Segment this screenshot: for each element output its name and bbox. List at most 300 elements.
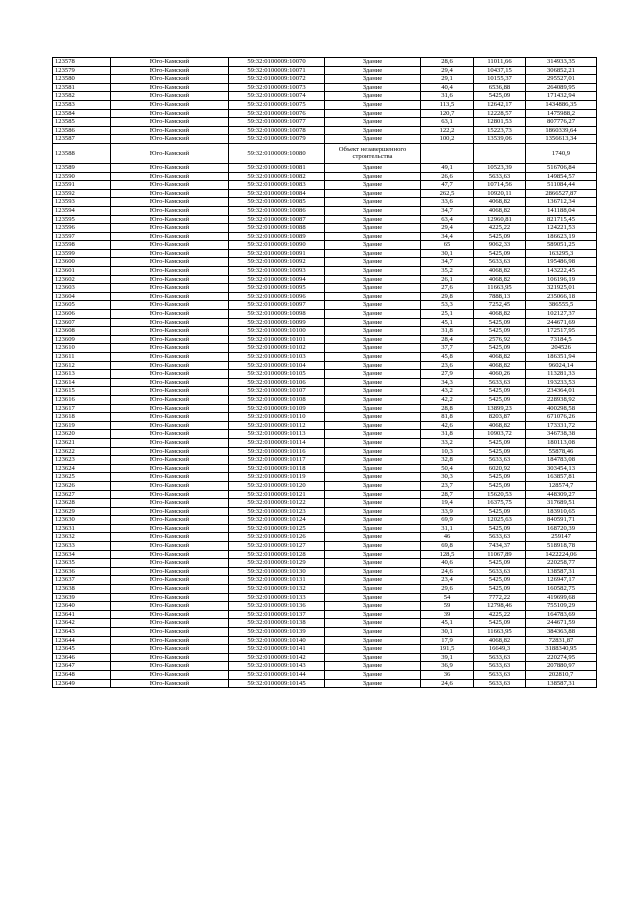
cadastral-number-cell: 59:32:0100009:10107 (229, 387, 325, 396)
object-type-cell: Здание (325, 118, 421, 127)
cadastral-value-cell: 314933,35 (526, 58, 597, 67)
row-number-cell: 123626 (53, 481, 111, 490)
table-row (53, 267, 597, 276)
object-type-cell: Здание (325, 335, 421, 344)
cadastral-value-cell: 124221,53 (526, 224, 597, 233)
row-number-cell: 123642 (53, 619, 111, 628)
row-number-cell: 123616 (53, 395, 111, 404)
area-cell: 37,7 (421, 344, 474, 353)
area-cell: 28,8 (421, 404, 474, 413)
district-cell: Юго-Камский (111, 172, 229, 181)
specific-value-cell: 4068,82 (474, 361, 526, 370)
row-number-cell: 123611 (53, 353, 111, 362)
row-number-cell: 123609 (53, 335, 111, 344)
area-cell: 31,8 (421, 430, 474, 439)
object-type-cell: Здание (325, 413, 421, 422)
specific-value-cell: 4068,82 (474, 636, 526, 645)
object-type-cell: Здание (325, 66, 421, 75)
object-type-cell: Здание (325, 619, 421, 628)
table-row (53, 181, 597, 190)
district-cell: Юго-Камский (111, 490, 229, 499)
cadastral-value-cell: 207880,97 (526, 662, 597, 671)
cadastral-number-cell: 59:32:0100009:10116 (229, 447, 325, 456)
object-type-cell: Здание (325, 258, 421, 267)
area-cell: 33,2 (421, 438, 474, 447)
row-number-cell: 123629 (53, 507, 111, 516)
cadastral-number-cell: 59:32:0100009:10144 (229, 670, 325, 679)
row-number-cell: 123607 (53, 318, 111, 327)
cadastral-number-cell: 59:32:0100009:10092 (229, 258, 325, 267)
specific-value-cell: 7252,45 (474, 301, 526, 310)
specific-value-cell: 5425,09 (474, 395, 526, 404)
cadastral-number-cell: 59:32:0100009:10127 (229, 542, 325, 551)
district-cell: Юго-Камский (111, 118, 229, 127)
specific-value-cell: 5425,09 (474, 481, 526, 490)
cadastral-number-cell: 59:32:0100009:10097 (229, 301, 325, 310)
cadastral-number-cell: 59:32:0100009:10143 (229, 662, 325, 671)
object-type-cell: Здание (325, 189, 421, 198)
specific-value-cell: 7888,13 (474, 292, 526, 301)
table-row (53, 679, 597, 688)
specific-value-cell: 12801,53 (474, 118, 526, 127)
area-cell: 63,4 (421, 215, 474, 224)
area-cell: 29,1 (421, 75, 474, 84)
row-number-cell: 123585 (53, 118, 111, 127)
row-number-cell: 123621 (53, 438, 111, 447)
table-row (53, 370, 597, 379)
object-type-cell: Здание (325, 507, 421, 516)
cadastral-value-cell: 106196,19 (526, 275, 597, 284)
cadastral-value-cell: 295527,01 (526, 75, 597, 84)
district-cell: Юго-Камский (111, 662, 229, 671)
specific-value-cell: 16649,3 (474, 645, 526, 654)
area-cell: 65 (421, 241, 474, 250)
district-cell: Юго-Камский (111, 645, 229, 654)
table-row (53, 559, 597, 568)
cadastral-number-cell: 59:32:0100009:10095 (229, 284, 325, 293)
specific-value-cell: 7772,22 (474, 593, 526, 602)
object-type-cell: Здание (325, 670, 421, 679)
cadastral-number-cell: 59:32:0100009:10133 (229, 593, 325, 602)
district-cell: Юго-Камский (111, 473, 229, 482)
object-type-cell: Здание (325, 438, 421, 447)
object-type-cell: Здание (325, 163, 421, 172)
area-cell: 69,8 (421, 542, 474, 551)
table-row (53, 249, 597, 258)
row-number-cell: 123614 (53, 378, 111, 387)
table-row (53, 92, 597, 101)
object-type-cell: Здание (325, 181, 421, 190)
cadastral-value-cell: 419699,68 (526, 593, 597, 602)
object-type-cell: Здание (325, 92, 421, 101)
district-cell: Юго-Камский (111, 585, 229, 594)
table-row (53, 542, 597, 551)
district-cell: Юго-Камский (111, 249, 229, 258)
cadastral-value-cell: 160582,75 (526, 585, 597, 594)
object-type-cell: Здание (325, 387, 421, 396)
area-cell: 10,3 (421, 447, 474, 456)
cadastral-number-cell: 59:32:0100009:10108 (229, 395, 325, 404)
row-number-cell: 123613 (53, 370, 111, 379)
object-type-cell: Здание (325, 215, 421, 224)
area-cell: 45,8 (421, 353, 474, 362)
cadastral-value-cell: 168720,39 (526, 524, 597, 533)
cadastral-number-cell: 59:32:0100009:10099 (229, 318, 325, 327)
cadastral-number-cell: 59:32:0100009:10091 (229, 249, 325, 258)
area-cell: 36,9 (421, 662, 474, 671)
specific-value-cell: 4225,22 (474, 224, 526, 233)
row-number-cell: 123644 (53, 636, 111, 645)
area-cell: 54 (421, 593, 474, 602)
row-number-cell: 123608 (53, 327, 111, 336)
district-cell: Юго-Камский (111, 610, 229, 619)
object-type-cell: Здание (325, 636, 421, 645)
object-type-cell: Здание (325, 499, 421, 508)
area-cell: 26,6 (421, 172, 474, 181)
table-row (53, 292, 597, 301)
district-cell: Юго-Камский (111, 232, 229, 241)
area-cell: 29,4 (421, 66, 474, 75)
cadastral-value-cell: 136712,34 (526, 198, 597, 207)
specific-value-cell: 12798,46 (474, 602, 526, 611)
cadastral-number-cell: 59:32:0100009:10140 (229, 636, 325, 645)
specific-value-cell: 5633,63 (474, 567, 526, 576)
district-cell: Юго-Камский (111, 670, 229, 679)
row-number-cell: 123637 (53, 576, 111, 585)
cadastral-value-cell: 2866527,87 (526, 189, 597, 198)
cadastral-value-cell: 1356613,34 (526, 135, 597, 144)
object-type-cell: Здание (325, 447, 421, 456)
cadastral-number-cell: 59:32:0100009:10109 (229, 404, 325, 413)
cadastral-number-cell: 59:32:0100009:10075 (229, 100, 325, 109)
object-type-cell: Здание (325, 292, 421, 301)
table-row (53, 189, 597, 198)
cadastral-value-cell: 1434886,35 (526, 100, 597, 109)
area-cell: 262,5 (421, 189, 474, 198)
district-cell: Юго-Камский (111, 292, 229, 301)
row-number-cell: 123583 (53, 100, 111, 109)
area-cell: 29,4 (421, 224, 474, 233)
district-cell: Юго-Камский (111, 143, 229, 163)
table-row (53, 670, 597, 679)
row-number-cell: 123625 (53, 473, 111, 482)
district-cell: Юго-Камский (111, 370, 229, 379)
cadastral-value-cell: 138587,31 (526, 567, 597, 576)
object-type-cell: Здание (325, 567, 421, 576)
district-cell: Юго-Камский (111, 83, 229, 92)
cadastral-number-cell: 59:32:0100009:10131 (229, 576, 325, 585)
row-number-cell: 123589 (53, 163, 111, 172)
area-cell: 122,2 (421, 126, 474, 135)
row-number-cell: 123603 (53, 284, 111, 293)
table-row (53, 126, 597, 135)
table-row (53, 361, 597, 370)
table-row (53, 310, 597, 319)
cadastral-number-cell: 59:32:0100009:10071 (229, 66, 325, 75)
cadastral-number-cell: 59:32:0100009:10070 (229, 58, 325, 67)
area-cell: 53,3 (421, 301, 474, 310)
row-number-cell: 123645 (53, 645, 111, 654)
specific-value-cell: 5425,09 (474, 447, 526, 456)
row-number-cell: 123649 (53, 679, 111, 688)
object-type-cell: Здание (325, 232, 421, 241)
district-cell: Юго-Камский (111, 507, 229, 516)
specific-value-cell: 10523,39 (474, 163, 526, 172)
cadastral-value-cell: 96024,14 (526, 361, 597, 370)
row-number-cell: 123588 (53, 143, 111, 163)
row-number-cell: 123619 (53, 421, 111, 430)
row-number-cell: 123581 (53, 83, 111, 92)
cadastral-number-cell: 59:32:0100009:10142 (229, 653, 325, 662)
district-cell: Юго-Камский (111, 524, 229, 533)
area-cell: 30,3 (421, 473, 474, 482)
area-cell: 45,1 (421, 619, 474, 628)
specific-value-cell: 4068,82 (474, 275, 526, 284)
cadastral-value-table (52, 57, 596, 688)
area-cell: 30,1 (421, 628, 474, 637)
table-row (53, 524, 597, 533)
specific-value-cell: 12228,57 (474, 109, 526, 118)
row-number-cell: 123592 (53, 189, 111, 198)
row-number-cell: 123640 (53, 602, 111, 611)
area-cell: 24,6 (421, 679, 474, 688)
object-type-cell: Здание (325, 198, 421, 207)
cadastral-value-cell: 244671,69 (526, 318, 597, 327)
cadastral-value-cell: 400298,58 (526, 404, 597, 413)
table-row (53, 378, 597, 387)
table-row (53, 490, 597, 499)
table-row (53, 215, 597, 224)
cadastral-number-cell: 59:32:0100009:10089 (229, 232, 325, 241)
object-type-cell: Здание (325, 662, 421, 671)
cadastral-value-cell: 228938,92 (526, 395, 597, 404)
cadastral-value-cell: 511084,44 (526, 181, 597, 190)
area-cell: 31,8 (421, 327, 474, 336)
cadastral-number-cell: 59:32:0100009:10096 (229, 292, 325, 301)
area-cell: 42,6 (421, 421, 474, 430)
specific-value-cell: 13539,06 (474, 135, 526, 144)
cadastral-value-cell: 126947,17 (526, 576, 597, 585)
row-number-cell: 123600 (53, 258, 111, 267)
cadastral-number-cell: 59:32:0100009:10120 (229, 481, 325, 490)
table-row (53, 456, 597, 465)
specific-value-cell: 12642,17 (474, 100, 526, 109)
area-cell: 34,7 (421, 206, 474, 215)
district-cell: Юго-Камский (111, 533, 229, 542)
cadastral-value-cell: 1860339,64 (526, 126, 597, 135)
specific-value-cell: 5425,09 (474, 559, 526, 568)
row-number-cell: 123584 (53, 109, 111, 118)
specific-value-cell: 6536,88 (474, 83, 526, 92)
row-number-cell: 123587 (53, 135, 111, 144)
object-type-cell: Здание (325, 593, 421, 602)
object-type-cell: Здание (325, 301, 421, 310)
table-row (53, 499, 597, 508)
object-type-cell: Здание (325, 361, 421, 370)
cadastral-number-cell: 59:32:0100009:10082 (229, 172, 325, 181)
cadastral-number-cell: 59:32:0100009:10130 (229, 567, 325, 576)
cadastral-number-cell: 59:32:0100009:10077 (229, 118, 325, 127)
specific-value-cell: 5633,63 (474, 258, 526, 267)
cadastral-value-cell: 346738,38 (526, 430, 597, 439)
area-cell: 17,9 (421, 636, 474, 645)
area-cell: 28,6 (421, 58, 474, 67)
object-type-cell: Здание (325, 464, 421, 473)
district-cell: Юго-Камский (111, 499, 229, 508)
area-cell: 24,6 (421, 567, 474, 576)
table-row (53, 66, 597, 75)
cadastral-value-cell: 234364,01 (526, 387, 597, 396)
cadastral-value-cell: 244671,59 (526, 619, 597, 628)
specific-value-cell: 5425,09 (474, 232, 526, 241)
row-number-cell: 123617 (53, 404, 111, 413)
cadastral-number-cell: 59:32:0100009:10124 (229, 516, 325, 525)
object-type-cell: Здание (325, 473, 421, 482)
cadastral-number-cell: 59:32:0100009:10094 (229, 275, 325, 284)
cadastral-number-cell: 59:32:0100009:10072 (229, 75, 325, 84)
table-row (53, 636, 597, 645)
table-row (53, 353, 597, 362)
object-type-cell: Здание (325, 75, 421, 84)
area-cell: 63,1 (421, 118, 474, 127)
table-row (53, 662, 597, 671)
specific-value-cell: 4068,82 (474, 198, 526, 207)
row-number-cell: 123593 (53, 198, 111, 207)
cadastral-number-cell: 59:32:0100009:10141 (229, 645, 325, 654)
table-row (53, 327, 597, 336)
cadastral-number-cell: 59:32:0100009:10145 (229, 679, 325, 688)
specific-value-cell: 15223,73 (474, 126, 526, 135)
district-cell: Юго-Камский (111, 206, 229, 215)
row-number-cell: 123610 (53, 344, 111, 353)
area-cell: 40,6 (421, 559, 474, 568)
specific-value-cell: 5425,09 (474, 438, 526, 447)
object-type-cell: Здание (325, 490, 421, 499)
table-row (53, 628, 597, 637)
district-cell: Юго-Камский (111, 361, 229, 370)
object-type-cell: Здание (325, 430, 421, 439)
area-cell: 34,4 (421, 232, 474, 241)
district-cell: Юго-Камский (111, 275, 229, 284)
specific-value-cell: 2576,92 (474, 335, 526, 344)
cadastral-number-cell: 59:32:0100009:10078 (229, 126, 325, 135)
cadastral-value-cell: 186351,94 (526, 353, 597, 362)
object-type-cell: Здание (325, 550, 421, 559)
object-type-cell: Здание (325, 109, 421, 118)
cadastral-value-cell: 149854,57 (526, 172, 597, 181)
area-cell: 25,1 (421, 310, 474, 319)
cadastral-value-cell: 204526 (526, 344, 597, 353)
row-number-cell: 123641 (53, 610, 111, 619)
cadastral-number-cell: 59:32:0100009:10079 (229, 135, 325, 144)
specific-value-cell: 5633,63 (474, 533, 526, 542)
row-number-cell: 123618 (53, 413, 111, 422)
row-number-cell: 123627 (53, 490, 111, 499)
district-cell: Юго-Камский (111, 559, 229, 568)
object-type-cell: Здание (325, 559, 421, 568)
area-cell: 29,8 (421, 292, 474, 301)
table-row (53, 421, 597, 430)
district-cell: Юго-Камский (111, 301, 229, 310)
row-number-cell: 123597 (53, 232, 111, 241)
table-row (53, 198, 597, 207)
cadastral-number-cell: 59:32:0100009:10074 (229, 92, 325, 101)
area-cell: 120,7 (421, 109, 474, 118)
cadastral-value-cell: 384363,88 (526, 628, 597, 637)
table-row (53, 653, 597, 662)
area-cell: 33,6 (421, 198, 474, 207)
district-cell: Юго-Камский (111, 318, 229, 327)
district-cell: Юго-Камский (111, 679, 229, 688)
table-row (53, 344, 597, 353)
area-cell: 69,9 (421, 516, 474, 525)
cadastral-value-cell: 163857,81 (526, 473, 597, 482)
table-row (53, 258, 597, 267)
area-cell: 30,1 (421, 249, 474, 258)
row-number-cell: 123628 (53, 499, 111, 508)
district-cell: Юго-Камский (111, 310, 229, 319)
object-type-cell: Здание (325, 126, 421, 135)
row-number-cell: 123606 (53, 310, 111, 319)
district-cell: Юго-Камский (111, 593, 229, 602)
district-cell: Юго-Камский (111, 135, 229, 144)
district-cell: Юго-Камский (111, 404, 229, 413)
row-number-cell: 123578 (53, 58, 111, 67)
specific-value-cell: 5425,09 (474, 327, 526, 336)
cadastral-value-cell: 321925,01 (526, 284, 597, 293)
row-number-cell: 123633 (53, 542, 111, 551)
cadastral-value-cell: 518918,78 (526, 542, 597, 551)
area-cell: 81,8 (421, 413, 474, 422)
specific-value-cell: 5425,09 (474, 249, 526, 258)
object-type-cell: Здание (325, 628, 421, 637)
specific-value-cell: 11663,95 (474, 628, 526, 637)
district-cell: Юго-Камский (111, 66, 229, 75)
cadastral-value-cell: 220274,95 (526, 653, 597, 662)
district-cell: Юго-Камский (111, 378, 229, 387)
table-row (53, 602, 597, 611)
row-number-cell: 123605 (53, 301, 111, 310)
area-cell: 32,8 (421, 456, 474, 465)
cadastral-number-cell: 59:32:0100009:10104 (229, 361, 325, 370)
area-cell: 28,7 (421, 490, 474, 499)
cadastral-value-cell: 164783,69 (526, 610, 597, 619)
district-cell: Юго-Камский (111, 58, 229, 67)
table-row (53, 143, 597, 163)
object-type-cell: Здание (325, 267, 421, 276)
row-number-cell: 123580 (53, 75, 111, 84)
cadastral-number-cell: 59:32:0100009:10139 (229, 628, 325, 637)
area-cell: 39,1 (421, 653, 474, 662)
cadastral-value-cell: 172517,95 (526, 327, 597, 336)
cadastral-value-cell: 195486,98 (526, 258, 597, 267)
district-cell: Юго-Камский (111, 542, 229, 551)
specific-value-cell: 6020,92 (474, 464, 526, 473)
cadastral-value-cell: 138587,31 (526, 679, 597, 688)
data-table (52, 57, 597, 688)
cadastral-value-cell: 102127,37 (526, 310, 597, 319)
cadastral-number-cell: 59:32:0100009:10073 (229, 83, 325, 92)
area-cell: 34,3 (421, 378, 474, 387)
area-cell: 128,5 (421, 550, 474, 559)
area-cell: 28,4 (421, 335, 474, 344)
cadastral-number-cell: 59:32:0100009:10103 (229, 353, 325, 362)
cadastral-number-cell: 59:32:0100009:10101 (229, 335, 325, 344)
specific-value-cell: 9062,33 (474, 241, 526, 250)
table-row (53, 404, 597, 413)
cadastral-number-cell: 59:32:0100009:10132 (229, 585, 325, 594)
row-number-cell: 123582 (53, 92, 111, 101)
